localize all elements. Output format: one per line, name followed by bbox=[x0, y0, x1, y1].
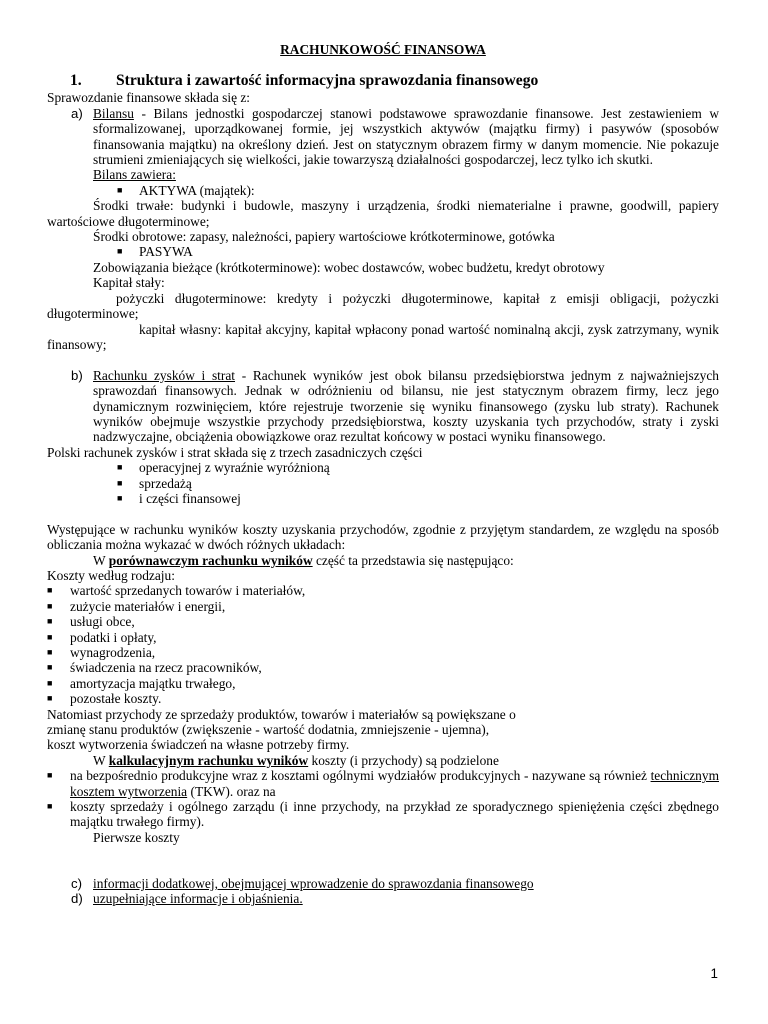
list-item-text: operacyjnej z wyraźnie wyróżnioną bbox=[139, 460, 330, 476]
kalk-item1-pre: na bezpośrednio produkcyjne wraz z kosztami ogólnymi wydziałów produkcyjnych - nazywane są również bbox=[70, 768, 651, 784]
spacer bbox=[47, 506, 719, 521]
list-item bbox=[47, 583, 719, 598]
list-item-text: wynagrodzenia, bbox=[70, 645, 156, 660]
bullet-square-icon: ■ bbox=[117, 477, 123, 488]
natomiast-line-1: Natomiast przychody ze sprzedaży produktów, towarów i materiałów są powiększane o bbox=[47, 706, 516, 722]
kalk-item2: koszty sprzedaży i ogólnego zarządu (i inne przychody, na przykład ze sporadycznego spieniężenia części zbędnego majątku trwałego firmy). bbox=[70, 799, 719, 830]
pierwsze-koszty: Pierwsze koszty bbox=[93, 829, 180, 845]
spacer bbox=[47, 861, 719, 876]
pozyczki: pożyczki długoterminowe: kredyty i pożyczki długoterminowe, kapitał z emisji obligacji, pożyczki długoterminowe; bbox=[47, 290, 719, 322]
item-a bbox=[47, 106, 719, 168]
list-item-text: pozostałe koszty. bbox=[70, 691, 162, 707]
item-c-text: informacji dodatkowej, obejmującej wprowadzenie do sprawozdania finansowego bbox=[93, 876, 534, 892]
kalkulacyjny-paragraph bbox=[47, 753, 719, 768]
bullet-square-icon: ■ bbox=[47, 662, 53, 673]
list-item-text: zużycie materiałów i energii, bbox=[70, 598, 226, 614]
pasywa-bullet bbox=[47, 244, 719, 259]
bilans-heading-text: Bilans zawiera: bbox=[93, 167, 176, 183]
koszty-intro: Występujące w rachunku wyników koszty uzyskania przychodów, zgodnie z przyjętym standardem, ze względu na sposób obliczania można wykazać w dwóch różnych układach: bbox=[47, 521, 719, 553]
item-b-text: - Rachunek wyników jest obok bilansu przedsiębiorstwa jednym z najważniejszych sprawozdań finansowych. Jednak w odróżnieniu od bilansu, nie jest statycznym obrazem firmy, lecz jego dynamicznym rozwinięciem, które rejestruje tworzenie się wyniku finansowego (zysku lub straty). Rachunek wyników obejmuje wszystkie przychody przedsiębiorstwa, koszty uzyskania tych przychodów, straty i zyski nadzwyczajne, obciążenia obowiązkowe oraz rezultat końcowy w postaci wyniku finansowego. bbox=[93, 367, 719, 445]
list-item-text: podatki i opłaty, bbox=[70, 629, 157, 645]
pasywa-label: PASYWA bbox=[139, 244, 193, 260]
document-page bbox=[47, 42, 719, 907]
list-item bbox=[47, 768, 719, 799]
list-item bbox=[47, 660, 719, 675]
item-c bbox=[47, 876, 719, 891]
intro-paragraph: Sprawozdanie finansowe składa się z: bbox=[47, 90, 251, 106]
zobowiazania: Zobowiązania bieżące (krótkoterminowe): wobec dostawców, wobec budżetu, kredyt obrotowy bbox=[93, 259, 605, 275]
bullet-square-icon: ■ bbox=[47, 616, 53, 627]
spacer bbox=[47, 352, 719, 367]
list-item-text: amortyzacja majątku trwałego, bbox=[70, 675, 236, 691]
kalk-item1-term: technicznym kosztem wytworzenia bbox=[70, 768, 719, 799]
porownawczy-term: porównawczym rachunku wyników bbox=[108, 552, 313, 568]
list-item bbox=[47, 630, 719, 645]
bullet-square-icon: ■ bbox=[47, 770, 53, 781]
list-item bbox=[47, 614, 719, 629]
item-a-term: Bilansu bbox=[93, 105, 134, 121]
kapital-staly: Kapitał stały: bbox=[93, 275, 165, 291]
kalk-item1-post: (TKW). oraz na bbox=[187, 783, 276, 799]
list-item bbox=[47, 460, 719, 475]
bullet-square-icon: ■ bbox=[117, 246, 123, 257]
bilans-heading bbox=[47, 167, 719, 182]
srodki-obrotowe: Środki obrotowe: zapasy, należności, papiery wartościowe krótkoterminowe, gotówka bbox=[93, 229, 555, 245]
list-item-text: sprzedażą bbox=[139, 475, 192, 491]
list-item bbox=[47, 476, 719, 491]
list-item bbox=[47, 599, 719, 614]
kapital-wlasny: kapitał własny: kapitał akcyjny, kapitał wpłacony ponad wartość nominalną akcji, zysk zatrzymany, wynik finansowy; bbox=[47, 321, 719, 352]
aktywa-label: AKTYWA (majątek): bbox=[139, 182, 255, 198]
bullet-square-icon: ■ bbox=[47, 631, 53, 642]
kalkulacyjny-pre: W bbox=[93, 752, 109, 768]
item-d-text: uzupełniające informacje i objaśnienia. bbox=[93, 891, 303, 907]
section-number: 1. bbox=[70, 72, 82, 90]
bullet-square-icon: ■ bbox=[47, 647, 53, 657]
list-item-text: usługi obce, bbox=[70, 614, 135, 630]
rodzaj-heading: Koszty według rodzaju: bbox=[47, 567, 175, 583]
list-item bbox=[47, 676, 719, 691]
srodki-trwale: Środki trwałe: budynki i budowle, maszyny i urządzenia, środki niematerialne i prawne, goodwill, papiery wartościowe długoterminowe; bbox=[47, 198, 719, 229]
list-item-text: i części finansowej bbox=[139, 490, 241, 506]
item-b-term: Rachunku zysków i strat bbox=[93, 367, 236, 383]
kalkulacyjny-post: koszty (i przychody) są podzielone bbox=[308, 752, 499, 768]
bullet-square-icon: ■ bbox=[47, 600, 53, 611]
aktywa-bullet bbox=[47, 183, 719, 198]
bullet-square-icon: ■ bbox=[117, 184, 123, 195]
item-b bbox=[47, 368, 719, 445]
bullet-square-icon: ■ bbox=[47, 677, 53, 688]
natomiast-line-2: zmianę stanu produktów (zwiększenie - wartość dodatnia, zmniejszenie - ujemna), bbox=[47, 722, 490, 738]
list-item bbox=[47, 645, 719, 660]
bullet-square-icon: ■ bbox=[47, 693, 53, 704]
porownawczy-post: część ta przedstawia się następująco: bbox=[312, 552, 514, 568]
bullet-square-icon: ■ bbox=[47, 585, 53, 596]
rachunek-intro: Polski rachunek zysków i strat składa się z trzech zasadniczych części bbox=[47, 444, 423, 460]
item-a-label: a) bbox=[71, 105, 83, 121]
bullet-square-icon: ■ bbox=[117, 462, 123, 473]
section-title: Struktura i zawartość informacyjna sprawozdania finansowego bbox=[116, 72, 539, 90]
list-item bbox=[47, 691, 719, 706]
porownawczy-pre: W bbox=[93, 552, 109, 568]
list-item-text: świadczenia na rzecz pracowników, bbox=[70, 660, 262, 676]
bullet-square-icon: ■ bbox=[117, 492, 123, 503]
page-number: 1 bbox=[710, 966, 718, 981]
item-c-label: c) bbox=[71, 876, 82, 892]
list-item-text: wartość sprzedanych towarów i materiałów, bbox=[70, 583, 306, 599]
item-d-label: d) bbox=[71, 891, 83, 907]
natomiast-line-3: koszt wytworzenia świadczeń na własne potrzeby firmy. bbox=[47, 737, 350, 753]
item-b-label: b) bbox=[71, 367, 83, 383]
item-a-text: - Bilans jednostki gospodarczej stanowi podstawowe sprawozdanie finansowe. Jest zestawieniem w sformalizowanej, uporządkowanej formie, jej wszystkich aktywów (majątku firmy) i pasywów (sposobów finansowania majątku) na określony dzień. Jest on statycznym obrazem firmy w danym momencie. Nie pokazuje strumieni zmieniających się wielkości, jakie towarzyszą działalności gospodarczej, lecz tylko ich skutki. bbox=[93, 105, 719, 168]
spacer bbox=[47, 845, 719, 860]
section-heading bbox=[47, 72, 719, 90]
list-item bbox=[47, 799, 719, 830]
kalkulacyjny-term: kalkulacyjnym rachunku wyników bbox=[108, 752, 309, 768]
item-d bbox=[47, 891, 719, 906]
list-item bbox=[47, 491, 719, 506]
porownawczy-paragraph bbox=[47, 553, 719, 568]
bullet-square-icon: ■ bbox=[47, 801, 53, 812]
document-title: RACHUNKOWOŚĆ FINANSOWA bbox=[280, 42, 486, 57]
